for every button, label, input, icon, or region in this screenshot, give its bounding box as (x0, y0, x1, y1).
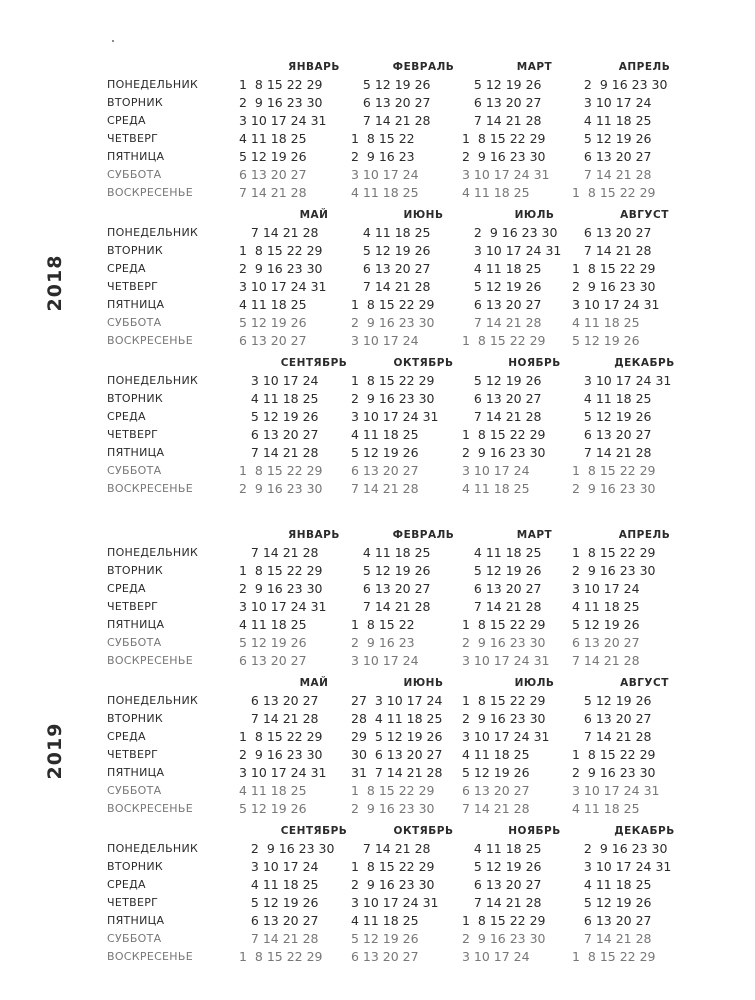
month-name: ИЮНЬ (403, 677, 444, 689)
week-days: 4 11 18 25 (351, 545, 431, 560)
week-days: 30 6 13 20 27 (351, 747, 443, 762)
week-days: 4 11 18 25 (239, 297, 307, 312)
week-days: 2 9 16 23 30 (462, 635, 546, 650)
week-days: 2 9 16 23 30 (462, 711, 546, 726)
weekday-label: СУББОТА (107, 316, 162, 329)
week-days: 2 9 16 23 30 (239, 581, 323, 596)
week-days: 6 13 20 27 (351, 261, 431, 276)
week-days: 6 13 20 27 (239, 913, 319, 928)
week-days: 7 14 21 28 (239, 711, 319, 726)
weekday-label: ЧЕТВЕРГ (107, 600, 159, 613)
week-days: 1 8 15 22 29 (239, 729, 323, 744)
month (572, 674, 702, 818)
week-days: 5 12 19 26 (351, 931, 419, 946)
week-days: 5 12 19 26 (462, 373, 542, 388)
month (239, 354, 369, 498)
ink-dot (112, 40, 114, 42)
week-days: 5 12 19 26 (239, 895, 319, 910)
week-days: 6 13 20 27 (239, 693, 319, 708)
month-name: ФЕВРАЛЬ (392, 61, 455, 73)
week-days: 2 9 16 23 30 (462, 931, 546, 946)
week-days: 2 9 16 23 30 (239, 481, 323, 496)
week-days: 4 11 18 25 (239, 617, 307, 632)
week-days: 2 9 16 23 30 (572, 841, 668, 856)
week-days: 3 10 17 24 31 (462, 243, 562, 258)
week-days: 1 8 15 22 29 (572, 949, 656, 964)
week-days: 5 12 19 26 (239, 635, 307, 650)
week-days: 3 10 17 24 31 (572, 297, 660, 312)
week-days: 6 13 20 27 (239, 167, 307, 182)
week-days: 4 11 18 25 (239, 131, 307, 146)
week-days: 5 12 19 26 (572, 333, 640, 348)
week-days: 6 13 20 27 (462, 783, 530, 798)
weekday-label: ПЯТНИЦА (107, 150, 165, 163)
week-days: 4 11 18 25 (462, 747, 530, 762)
week-days: 2 9 16 23 30 (351, 391, 435, 406)
week-days: 3 10 17 24 31 (239, 279, 327, 294)
month-name: ИЮЛЬ (514, 677, 555, 689)
week-days: 5 12 19 26 (462, 765, 530, 780)
week-days: 1 8 15 22 29 (239, 563, 323, 578)
week-days: 6 13 20 27 (572, 711, 652, 726)
month-name: СЕНТЯБРЬ (280, 357, 348, 369)
week-days: 2 9 16 23 30 (572, 563, 656, 578)
week-days: 1 8 15 22 29 (239, 77, 323, 92)
week-days: 4 11 18 25 (572, 391, 652, 406)
week-days: 6 13 20 27 (351, 581, 431, 596)
week-days: 5 12 19 26 (572, 131, 652, 146)
weekday-label: СРЕДА (107, 878, 146, 891)
week-days: 4 11 18 25 (572, 113, 652, 128)
weekday-label: СУББОТА (107, 464, 162, 477)
week-days: 1 8 15 22 29 (351, 297, 435, 312)
week-days: 3 10 17 24 (572, 95, 652, 110)
weekday-label: ВТОРНИК (107, 860, 163, 873)
month-name: ОКТЯБРЬ (393, 825, 454, 837)
week-days: 2 9 16 23 30 (572, 481, 656, 496)
week-days: 5 12 19 26 (239, 315, 307, 330)
week-days: 6 13 20 27 (572, 427, 652, 442)
week-days: 4 11 18 25 (239, 877, 319, 892)
week-days: 1 8 15 22 29 (462, 427, 546, 442)
week-days: 5 12 19 26 (351, 243, 431, 258)
week-days: 5 12 19 26 (351, 77, 431, 92)
month-name: МАРТ (516, 529, 553, 541)
week-days: 6 13 20 27 (351, 949, 419, 964)
week-days: 6 13 20 27 (572, 635, 640, 650)
week-days: 7 14 21 28 (239, 225, 319, 240)
week-days: 3 10 17 24 31 (239, 765, 327, 780)
week-days: 7 14 21 28 (462, 599, 542, 614)
weekday-label: СУББОТА (107, 932, 162, 945)
week-days: 4 11 18 25 (462, 261, 542, 276)
week-days: 6 13 20 27 (239, 427, 319, 442)
week-days: 6 13 20 27 (239, 333, 307, 348)
weekday-label: ЧЕТВЕРГ (107, 748, 159, 761)
week-days: 3 10 17 24 31 (239, 599, 327, 614)
weekday-label: ПОНЕДЕЛЬНИК (107, 842, 199, 855)
weekday-label: СРЕДА (107, 730, 146, 743)
week-days: 4 11 18 25 (239, 391, 319, 406)
week-days: 4 11 18 25 (351, 913, 419, 928)
week-days: 4 11 18 25 (462, 841, 542, 856)
week-days: 3 10 17 24 31 (462, 167, 550, 182)
weekday-label: СРЕДА (107, 582, 146, 595)
week-days: 7 14 21 28 (572, 729, 652, 744)
year-label-2019: 2019 (44, 722, 66, 780)
month-row (107, 206, 747, 354)
week-days: 1 8 15 22 (351, 131, 415, 146)
week-days: 6 13 20 27 (351, 95, 431, 110)
month-name: СЕНТЯБРЬ (280, 825, 348, 837)
week-days: 6 13 20 27 (462, 391, 542, 406)
week-days: 2 9 16 23 30 (462, 445, 546, 460)
weekday-label: ПОНЕДЕЛЬНИК (107, 546, 199, 559)
week-days: 4 11 18 25 (572, 315, 640, 330)
week-days: 2 9 16 23 30 (462, 149, 546, 164)
weekday-label: ПОНЕДЕЛЬНИК (107, 374, 199, 387)
week-days: 3 10 17 24 31 (239, 113, 327, 128)
weekday-label: СРЕДА (107, 410, 146, 423)
month (239, 674, 369, 818)
weekday-label: ВОСКРЕСЕНЬЕ (107, 654, 193, 667)
week-days: 7 14 21 28 (351, 279, 431, 294)
week-days: 4 11 18 25 (351, 185, 419, 200)
week-days: 2 9 16 23 30 (572, 77, 668, 92)
week-days: 5 12 19 26 (572, 693, 652, 708)
month-name: ЯНВАРЬ (288, 529, 340, 541)
weekday-labels (107, 76, 198, 202)
calendar-2019 (107, 526, 747, 970)
weekday-label: ВОСКРЕСЕНЬЕ (107, 334, 193, 347)
week-days: 5 12 19 26 (462, 279, 542, 294)
week-days: 5 12 19 26 (572, 895, 652, 910)
week-days: 5 12 19 26 (462, 77, 542, 92)
week-days: 6 13 20 27 (351, 463, 419, 478)
week-days: 7 14 21 28 (572, 167, 652, 182)
weekday-label: ПЯТНИЦА (107, 446, 165, 459)
week-days: 6 13 20 27 (462, 95, 542, 110)
weekday-label: ПЯТНИЦА (107, 298, 165, 311)
week-days: 3 10 17 24 31 (572, 783, 660, 798)
week-days: 2 9 16 23 30 (351, 801, 435, 816)
weekday-label: СУББОТА (107, 168, 162, 181)
weekday-label: ВОСКРЕСЕНЬЕ (107, 802, 193, 815)
week-days: 7 14 21 28 (239, 445, 319, 460)
weekday-label: ПЯТНИЦА (107, 618, 165, 631)
week-days: 1 8 15 22 29 (351, 373, 435, 388)
week-days: 5 12 19 26 (239, 409, 319, 424)
weekday-label: ЧЕТВЕРГ (107, 896, 159, 909)
week-days: 5 12 19 26 (351, 563, 431, 578)
weekday-labels (107, 692, 198, 818)
week-days: 1 8 15 22 29 (351, 859, 435, 874)
week-days: 27 3 10 17 24 (351, 693, 443, 708)
week-days: 29 5 12 19 26 (351, 729, 443, 744)
week-days: 3 10 17 24 31 (462, 653, 550, 668)
month-name: ОКТЯБРЬ (393, 357, 454, 369)
week-days: 7 14 21 28 (572, 445, 652, 460)
week-days: 2 9 16 23 30 (572, 765, 656, 780)
month (572, 206, 702, 350)
year-label-2018: 2018 (44, 254, 66, 312)
week-days: 6 13 20 27 (572, 149, 652, 164)
week-days: 4 11 18 25 (462, 185, 530, 200)
month-name: ДЕКАБРЬ (614, 825, 675, 837)
week-days: 7 14 21 28 (239, 931, 319, 946)
week-days: 28 4 11 18 25 (351, 711, 443, 726)
weekday-labels (107, 840, 198, 966)
weekday-labels (107, 224, 198, 350)
week-days: 3 10 17 24 31 (572, 373, 672, 388)
week-days: 7 14 21 28 (572, 931, 652, 946)
weekday-label: ЧЕТВЕРГ (107, 280, 159, 293)
month-name: АПРЕЛЬ (618, 61, 671, 73)
weekday-labels (107, 544, 198, 670)
weekday-label: СУББОТА (107, 636, 162, 649)
month-name: МАЙ (299, 677, 329, 689)
week-days: 6 13 20 27 (239, 653, 307, 668)
week-days: 7 14 21 28 (572, 243, 652, 258)
week-days: 1 8 15 22 29 (572, 185, 656, 200)
week-days: 7 14 21 28 (351, 113, 431, 128)
month-name: ДЕКАБРЬ (614, 357, 675, 369)
weekday-label: СРЕДА (107, 114, 146, 127)
week-days: 3 10 17 24 (572, 581, 640, 596)
month (572, 354, 702, 498)
week-days: 1 8 15 22 29 (572, 261, 656, 276)
month-row (107, 526, 747, 674)
weekday-label: СРЕДА (107, 262, 146, 275)
weekday-label: ПЯТНИЦА (107, 766, 165, 779)
weekday-label: ВТОРНИК (107, 564, 163, 577)
week-days: 2 9 16 23 (351, 635, 415, 650)
week-days: 5 12 19 26 (462, 859, 542, 874)
month (572, 822, 702, 966)
week-days: 7 14 21 28 (462, 895, 542, 910)
week-days: 6 13 20 27 (462, 877, 542, 892)
week-days: 1 8 15 22 29 (351, 783, 435, 798)
week-days: 1 8 15 22 29 (572, 463, 656, 478)
weekday-label: ПОНЕДЕЛЬНИК (107, 226, 199, 239)
week-days: 3 10 17 24 (239, 373, 319, 388)
week-days: 7 14 21 28 (351, 841, 431, 856)
week-days: 2 9 16 23 30 (239, 747, 323, 762)
week-days: 5 12 19 26 (239, 149, 307, 164)
weekday-label: ПОНЕДЕЛЬНИК (107, 78, 199, 91)
weekday-label: ЧЕТВЕРГ (107, 428, 159, 441)
week-days: 2 9 16 23 (351, 149, 415, 164)
week-days: 7 14 21 28 (351, 599, 431, 614)
week-days: 1 8 15 22 29 (572, 747, 656, 762)
weekday-label: ВТОРНИК (107, 712, 163, 725)
week-days: 5 12 19 26 (572, 617, 640, 632)
week-days: 2 9 16 23 30 (351, 877, 435, 892)
month (239, 822, 369, 966)
week-days: 3 10 17 24 31 (572, 859, 672, 874)
month-name: ИЮНЬ (403, 209, 444, 221)
week-days: 4 11 18 25 (462, 545, 542, 560)
week-days: 1 8 15 22 29 (239, 949, 323, 964)
month-name: НОЯБРЬ (508, 357, 561, 369)
weekday-label: ПЯТНИЦА (107, 914, 165, 927)
week-days: 1 8 15 22 (351, 617, 415, 632)
month-row (107, 674, 747, 822)
week-days: 1 8 15 22 29 (239, 243, 323, 258)
week-days: 3 10 17 24 (239, 859, 319, 874)
month-name: НОЯБРЬ (508, 825, 561, 837)
weekday-label: ВТОРНИК (107, 96, 163, 109)
week-days: 4 11 18 25 (572, 599, 640, 614)
week-days: 3 10 17 24 31 (351, 409, 439, 424)
week-days: 4 11 18 25 (351, 225, 431, 240)
week-days: 7 14 21 28 (462, 113, 542, 128)
month (572, 58, 702, 202)
month (239, 58, 369, 202)
week-days: 7 14 21 28 (572, 653, 640, 668)
week-days: 3 10 17 24 (351, 333, 419, 348)
weekday-label: ВОСКРЕСЕНЬЕ (107, 482, 193, 495)
week-days: 3 10 17 24 (351, 653, 419, 668)
week-days: 4 11 18 25 (351, 427, 419, 442)
week-days: 3 10 17 24 (462, 949, 530, 964)
week-days: 2 9 16 23 30 (572, 279, 656, 294)
week-days: 1 8 15 22 29 (572, 545, 656, 560)
week-days: 7 14 21 28 (239, 545, 319, 560)
month (239, 526, 369, 670)
month-row (107, 354, 747, 502)
week-days: 31 7 14 21 28 (351, 765, 443, 780)
week-days: 4 11 18 25 (239, 783, 307, 798)
calendar-2018 (107, 58, 747, 502)
month-name: ЯНВАРЬ (288, 61, 340, 73)
week-days: 3 10 17 24 31 (462, 729, 550, 744)
weekday-label: ВОСКРЕСЕНЬЕ (107, 186, 193, 199)
weekday-label: ВТОРНИК (107, 244, 163, 257)
week-days: 1 8 15 22 29 (239, 463, 323, 478)
week-days: 5 12 19 26 (462, 563, 542, 578)
week-days: 2 9 16 23 30 (239, 261, 323, 276)
weekday-label: ВОСКРЕСЕНЬЕ (107, 950, 193, 963)
month-name: АПРЕЛЬ (618, 529, 671, 541)
month-row (107, 822, 747, 970)
month-row (107, 58, 747, 206)
week-days: 4 11 18 25 (572, 801, 640, 816)
week-days: 3 10 17 24 (462, 463, 530, 478)
month-name: МАРТ (516, 61, 553, 73)
month-name: АВГУСТ (620, 677, 669, 689)
week-days: 4 11 18 25 (462, 481, 530, 496)
week-days: 1 8 15 22 29 (462, 131, 546, 146)
week-days: 2 9 16 23 30 (462, 225, 558, 240)
week-days: 6 13 20 27 (462, 581, 542, 596)
week-days: 6 13 20 27 (462, 297, 542, 312)
week-days: 7 14 21 28 (462, 409, 542, 424)
week-days: 3 10 17 24 (351, 167, 419, 182)
week-days: 6 13 20 27 (572, 913, 652, 928)
month-name: ФЕВРАЛЬ (392, 529, 455, 541)
week-days: 1 8 15 22 29 (462, 693, 546, 708)
week-days: 2 9 16 23 30 (239, 95, 323, 110)
week-days: 7 14 21 28 (462, 801, 530, 816)
week-days: 5 12 19 26 (239, 801, 307, 816)
month (572, 526, 702, 670)
week-days: 5 12 19 26 (572, 409, 652, 424)
week-days: 1 8 15 22 29 (462, 913, 546, 928)
week-days: 7 14 21 28 (239, 185, 307, 200)
weekday-label: ПОНЕДЕЛЬНИК (107, 694, 199, 707)
week-days: 2 9 16 23 30 (351, 315, 435, 330)
month-name: ИЮЛЬ (514, 209, 555, 221)
weekday-labels (107, 372, 198, 498)
month-name: МАЙ (299, 209, 329, 221)
week-days: 1 8 15 22 29 (462, 333, 546, 348)
month-name: АВГУСТ (620, 209, 669, 221)
month (239, 206, 369, 350)
week-days: 3 10 17 24 31 (351, 895, 439, 910)
weekday-label: ВТОРНИК (107, 392, 163, 405)
weekday-label: СУББОТА (107, 784, 162, 797)
week-days: 1 8 15 22 29 (462, 617, 546, 632)
week-days: 4 11 18 25 (572, 877, 652, 892)
week-days: 7 14 21 28 (462, 315, 542, 330)
weekday-label: ЧЕТВЕРГ (107, 132, 159, 145)
week-days: 6 13 20 27 (572, 225, 652, 240)
week-days: 2 9 16 23 30 (239, 841, 335, 856)
week-days: 5 12 19 26 (351, 445, 419, 460)
week-days: 7 14 21 28 (351, 481, 419, 496)
